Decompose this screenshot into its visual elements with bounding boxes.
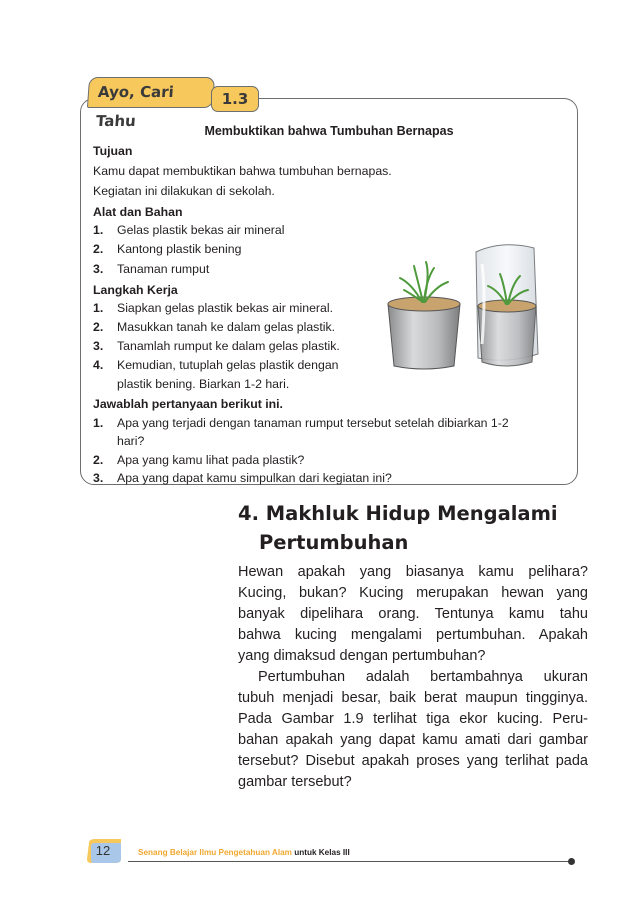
body-line: Hewan apakah yang biasanya kamu pelihara?	[238, 564, 588, 580]
body-line: banyak dipelihara orang. Tentunya kamu tahu	[238, 606, 588, 622]
pertanyaan-item: 3. Apa yang dapat kamu simpulkan dari kegiatan ini?	[93, 471, 392, 485]
alat-item: 3. Tanaman rumput	[93, 262, 210, 276]
tujuan-line: Kegiatan ini dilakukan di sekolah.	[93, 184, 275, 198]
alat-item: 2. Kantong plastik bening	[93, 242, 242, 256]
langkah-item: 3. Tanamlah rumput ke dalam gelas plastik.	[93, 339, 340, 353]
page-number: 12	[95, 843, 111, 858]
footer-rule	[128, 861, 572, 862]
covered-cup	[476, 245, 538, 366]
langkah-item: 2. Masukkan tanah ke dalam gelas plastik.	[93, 320, 336, 334]
body-line: tubuh menjadi besar, baik berat maupun tingginya.	[238, 690, 588, 706]
body-line: bahan apakah yang dapat kamu amati dari gambar	[238, 732, 588, 748]
body-line: Pada Gambar 1.9 terlihat tiga ekor kucing. Peru-	[238, 711, 588, 727]
body-line: Pertumbuhan adalah bertambahnya ukuran	[258, 669, 588, 685]
activity-tab-label: Ayo, Cari Tahu	[87, 77, 215, 108]
pertanyaan-item: 1. Apa yang terjadi dengan tanaman rumput tersebut setelah dibiarkan 1-2	[93, 416, 509, 430]
body-line: bahwa kucing mengalami pertumbuhan. Apakah	[238, 627, 588, 643]
alat-heading: Alat dan Bahan	[93, 205, 183, 219]
footer-dot	[568, 858, 575, 865]
section-heading-line2: Pertumbuhan	[259, 531, 409, 554]
pertanyaan-item: 2. Apa yang kamu lihat pada plastik?	[93, 453, 305, 467]
langkah-heading: Langkah Kerja	[93, 283, 178, 297]
alat-item: 1. Gelas plastik bekas air mineral	[93, 223, 285, 237]
body-line: tersebut? Disebut apakah proses yang terlihat pada	[238, 753, 588, 769]
open-cup	[388, 262, 460, 369]
section-heading-line1: 4. Makhluk Hidup Mengalami	[238, 502, 558, 525]
activity-title: Membuktikan bahwa Tumbuhan Bernapas	[204, 124, 454, 138]
body-line: yang dimaksud dengan pertumbuhan?	[238, 648, 486, 664]
activity-tab-number: 1.3	[211, 86, 259, 112]
tujuan-line: Kamu dapat membuktikan bahwa tumbuhan bernapas.	[93, 164, 392, 178]
tujuan-heading: Tujuan	[93, 144, 133, 158]
body-line: Kucing, bukan? Kucing merupakan hewan yang	[238, 585, 588, 601]
pertanyaan-heading: Jawablah pertanyaan berikut ini.	[93, 397, 283, 411]
footer-book-title: Senang Belajar Ilmu Pengetahuan Alam untuk Kelas III	[138, 848, 350, 857]
plant-cups-illustration	[382, 234, 542, 374]
langkah-item: 4. Kemudian, tutuplah gelas plastik dengan	[93, 358, 339, 372]
langkah-item-cont: plastik bening. Biarkan 1-2 hari.	[117, 377, 290, 391]
pertanyaan-item-cont: hari?	[117, 434, 145, 448]
body-line: gambar tersebut?	[238, 774, 352, 790]
langkah-item: 1. Siapkan gelas plastik bekas air mineral.	[93, 301, 333, 315]
